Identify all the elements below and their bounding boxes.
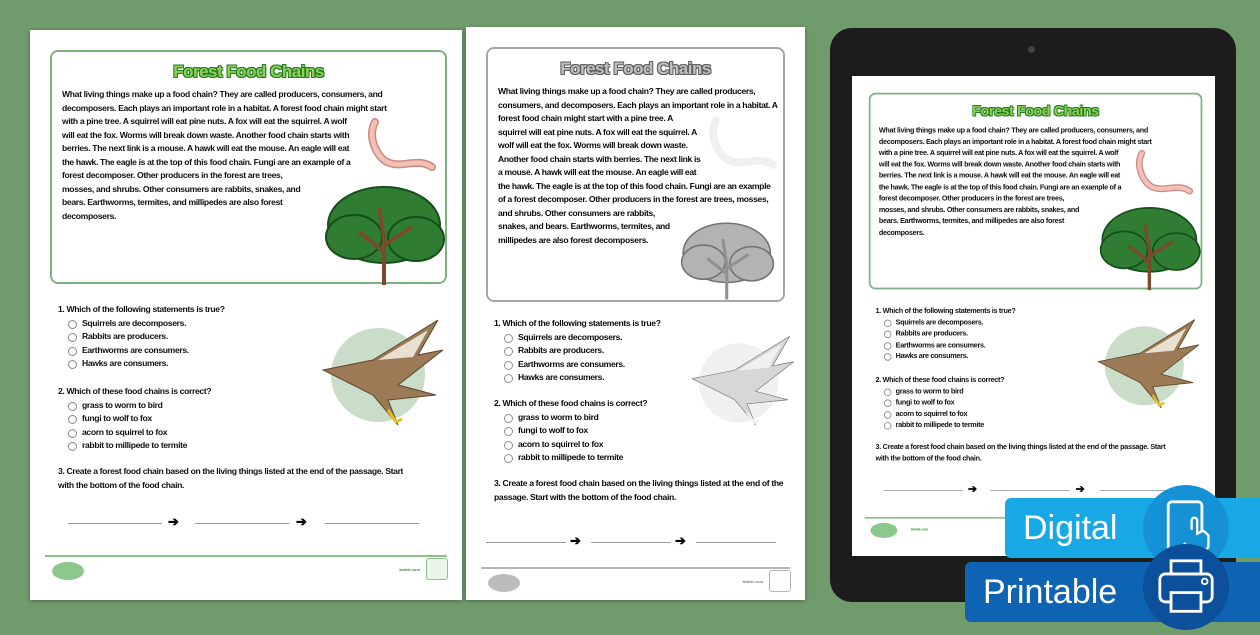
passage-box [486, 47, 785, 302]
question-1 [494, 317, 661, 385]
q1-option[interactable]: Earthworms are consumers. [504, 358, 661, 372]
arrow-icon: ➔ [570, 533, 581, 548]
q1-option[interactable]: Rabbits are producers. [68, 330, 225, 344]
q2-option[interactable]: rabbit to millipede to termite [504, 451, 647, 465]
q1-option[interactable]: Rabbits are producers. [884, 328, 1016, 339]
passage-box [869, 93, 1202, 290]
worksheet-black-white [466, 27, 805, 600]
arrow-icon: ➔ [296, 514, 307, 529]
answer-blank[interactable] [195, 523, 289, 524]
worksheet-title: Forest Food Chains [173, 62, 324, 81]
q2-option[interactable]: rabbit to millipede to termite [68, 439, 211, 453]
question-1-text: 1. Which of the following statements is true? [58, 304, 225, 314]
digital-label: Digital [1023, 508, 1118, 547]
footer-divider [45, 555, 447, 557]
q2-option[interactable]: fungi to wolf to fox [504, 424, 647, 438]
q1-option[interactable]: Squirrels are decomposers. [884, 317, 1016, 328]
question-1-text: 1. Which of the following statements is true? [875, 306, 1016, 315]
printable-label: Printable [983, 572, 1118, 611]
answer-blank[interactable] [991, 490, 1070, 491]
question-1 [58, 303, 225, 371]
twinkl-logo [870, 523, 897, 538]
q2-option[interactable]: acorn to squirrel to fox [68, 426, 211, 440]
worksheet-digital [852, 76, 1215, 555]
q2-option[interactable]: grass to worm to bird [504, 411, 647, 425]
arrow-icon: ➔ [1075, 482, 1085, 496]
worm-illustration [1135, 149, 1194, 199]
answer-blank[interactable] [486, 542, 566, 543]
answer-blank[interactable] [325, 523, 419, 524]
hawk-illustration [1094, 315, 1203, 414]
worksheet-title: Forest Food Chains [972, 102, 1099, 119]
question-1-text: 1. Which of the following statements is true? [494, 318, 661, 328]
footer-badge-icon [769, 570, 791, 592]
q1-option[interactable]: Rabbits are producers. [504, 344, 661, 358]
footer-url: twinkl.com [742, 579, 763, 584]
q2-option[interactable]: acorn to squirrel to fox [504, 438, 647, 452]
answer-blank[interactable] [884, 490, 963, 491]
tree-illustration [1099, 199, 1201, 290]
q1-option[interactable]: Squirrels are decomposers. [68, 317, 225, 331]
footer-url: twinkl.com [399, 567, 420, 572]
arrow-icon: ➔ [967, 482, 978, 496]
tablet-screen [852, 76, 1215, 556]
question-2 [876, 374, 1005, 431]
worm-illustration [708, 115, 778, 175]
question-1 [876, 305, 1016, 362]
q1-option[interactable]: Earthworms are consumers. [68, 344, 225, 358]
worksheet-title: Forest Food Chains [560, 59, 711, 78]
question-2 [494, 397, 647, 465]
q2-option[interactable]: grass to worm to bird [68, 399, 211, 413]
q2-option[interactable]: acorn to squirrel to fox [884, 408, 1004, 419]
q1-option[interactable]: Hawks are consumers. [68, 357, 225, 371]
q1-option[interactable]: Hawks are consumers. [504, 371, 661, 385]
question-3-text: 3. Create a forest food chain based on the living things listed at the end of the passage. Start with the bottom of the food chain. [58, 466, 404, 490]
question-3-text: 3. Create a forest food chain based on the living things listed at the end of the passage. Start with the bottom of the food chain. [875, 442, 1166, 463]
passage-text: What living things make up a food chain? They are called producers, consumers, and decomposers. Each plays an important role in a habitat. A forest food chain might start with a pine tree. A squirrel will eat pine nuts. A fox will eat the squirrel. A wolf will eat the fox. Worms will break down waste. Another food chain starts with berries. The next link is a mouse. A hawk will eat the mouse. An eagle will eat the hawk. The eagle is at the top of this food chain. Fungi are an example of a forest decomposer. Other producers in the forest are trees, mosses, and shrubs. Other consumers are rabbits, snakes, and bears. Earthworms, termites, and millipedes are also forest decomposers. [62, 89, 387, 221]
q1-option[interactable]: Earthworms are consumers. [884, 340, 1016, 351]
hawk-illustration [318, 315, 448, 433]
q2-option[interactable]: fungi to wolf to fox [68, 412, 211, 426]
answer-blank[interactable] [68, 523, 162, 524]
question-3-text: 3. Create a forest food chain based on the living things listed at the end of the passage. Start with the bottom of the food chain. [494, 478, 784, 502]
q2-option[interactable]: fungi to wolf to fox [884, 397, 1004, 408]
q2-option[interactable]: grass to worm to bird [884, 386, 1004, 397]
arrow-icon: ➔ [168, 514, 179, 529]
q1-option[interactable]: Squirrels are decomposers. [504, 331, 661, 345]
question-2-text: 2. Which of these food chains is correct? [58, 386, 212, 396]
q2-option[interactable]: rabbit to millipede to termite [884, 420, 1004, 431]
worksheet-color [30, 30, 462, 600]
hawk-illustration [688, 332, 798, 432]
printer-icon [1143, 544, 1229, 630]
tree-illustration [324, 177, 446, 285]
arrow-icon: ➔ [675, 533, 686, 548]
answer-blank[interactable] [591, 542, 671, 543]
footer-url: twinkl.com [910, 527, 929, 532]
passage-text: What living things make up a food chain? They are called producers, consumers, and decomposers. Each plays an important role in a habitat. A forest food chain might start with a pine tree. A squirrel will eat pine nuts. A fox will eat the squirrel. A wolf will eat the fox. Worms will break down waste. Another food chain starts with berries. The next link is a mouse. A hawk will eat the mouse. An eagle will eat the hawk. The eagle is at the top of this food chain. Fungi are an example of a forest decomposer. Other producers in the forest are trees, mosses, and shrubs. Other consumers are rabbits, snakes, and bears. Earthworms, termites, and millipedes are also forest decomposers. [878, 125, 1152, 237]
q1-option[interactable]: Hawks are consumers. [884, 351, 1016, 362]
question-2-text: 2. Which of these food chains is correct? [875, 375, 1005, 384]
twinkl-logo [52, 562, 84, 580]
worm-illustration [367, 117, 437, 177]
camera-icon [1028, 46, 1035, 53]
tree-illustration [680, 215, 775, 300]
twinkl-logo [488, 574, 520, 592]
answer-blank[interactable] [696, 542, 776, 543]
passage-text: What living things make up a food chain? They are called producers, consumers, and decomposers. Each plays an important role in a habitat. A forest food chain might start with a pine tree. A squirrel will eat pine nuts. A fox will eat the squirrel. A wolf will eat the fox. Worms will break down waste. Another food chain starts with berries. The next link is a mouse. A hawk will eat the mouse. An eagle will eat the hawk. The eagle is at the top of this food chain. Fungi are an example of a forest decomposer. Other producers in the forest are trees, mosses, and shrubs. Other consumers are rabbits, snakes, and bears. Earthworms, termites, and millipedes are also forest decomposers. [498, 86, 778, 245]
passage-box [50, 50, 447, 284]
footer-divider [481, 567, 790, 569]
question-2 [58, 385, 211, 453]
footer-badge-icon [426, 558, 448, 580]
question-2-text: 2. Which of these food chains is correct? [494, 398, 648, 408]
